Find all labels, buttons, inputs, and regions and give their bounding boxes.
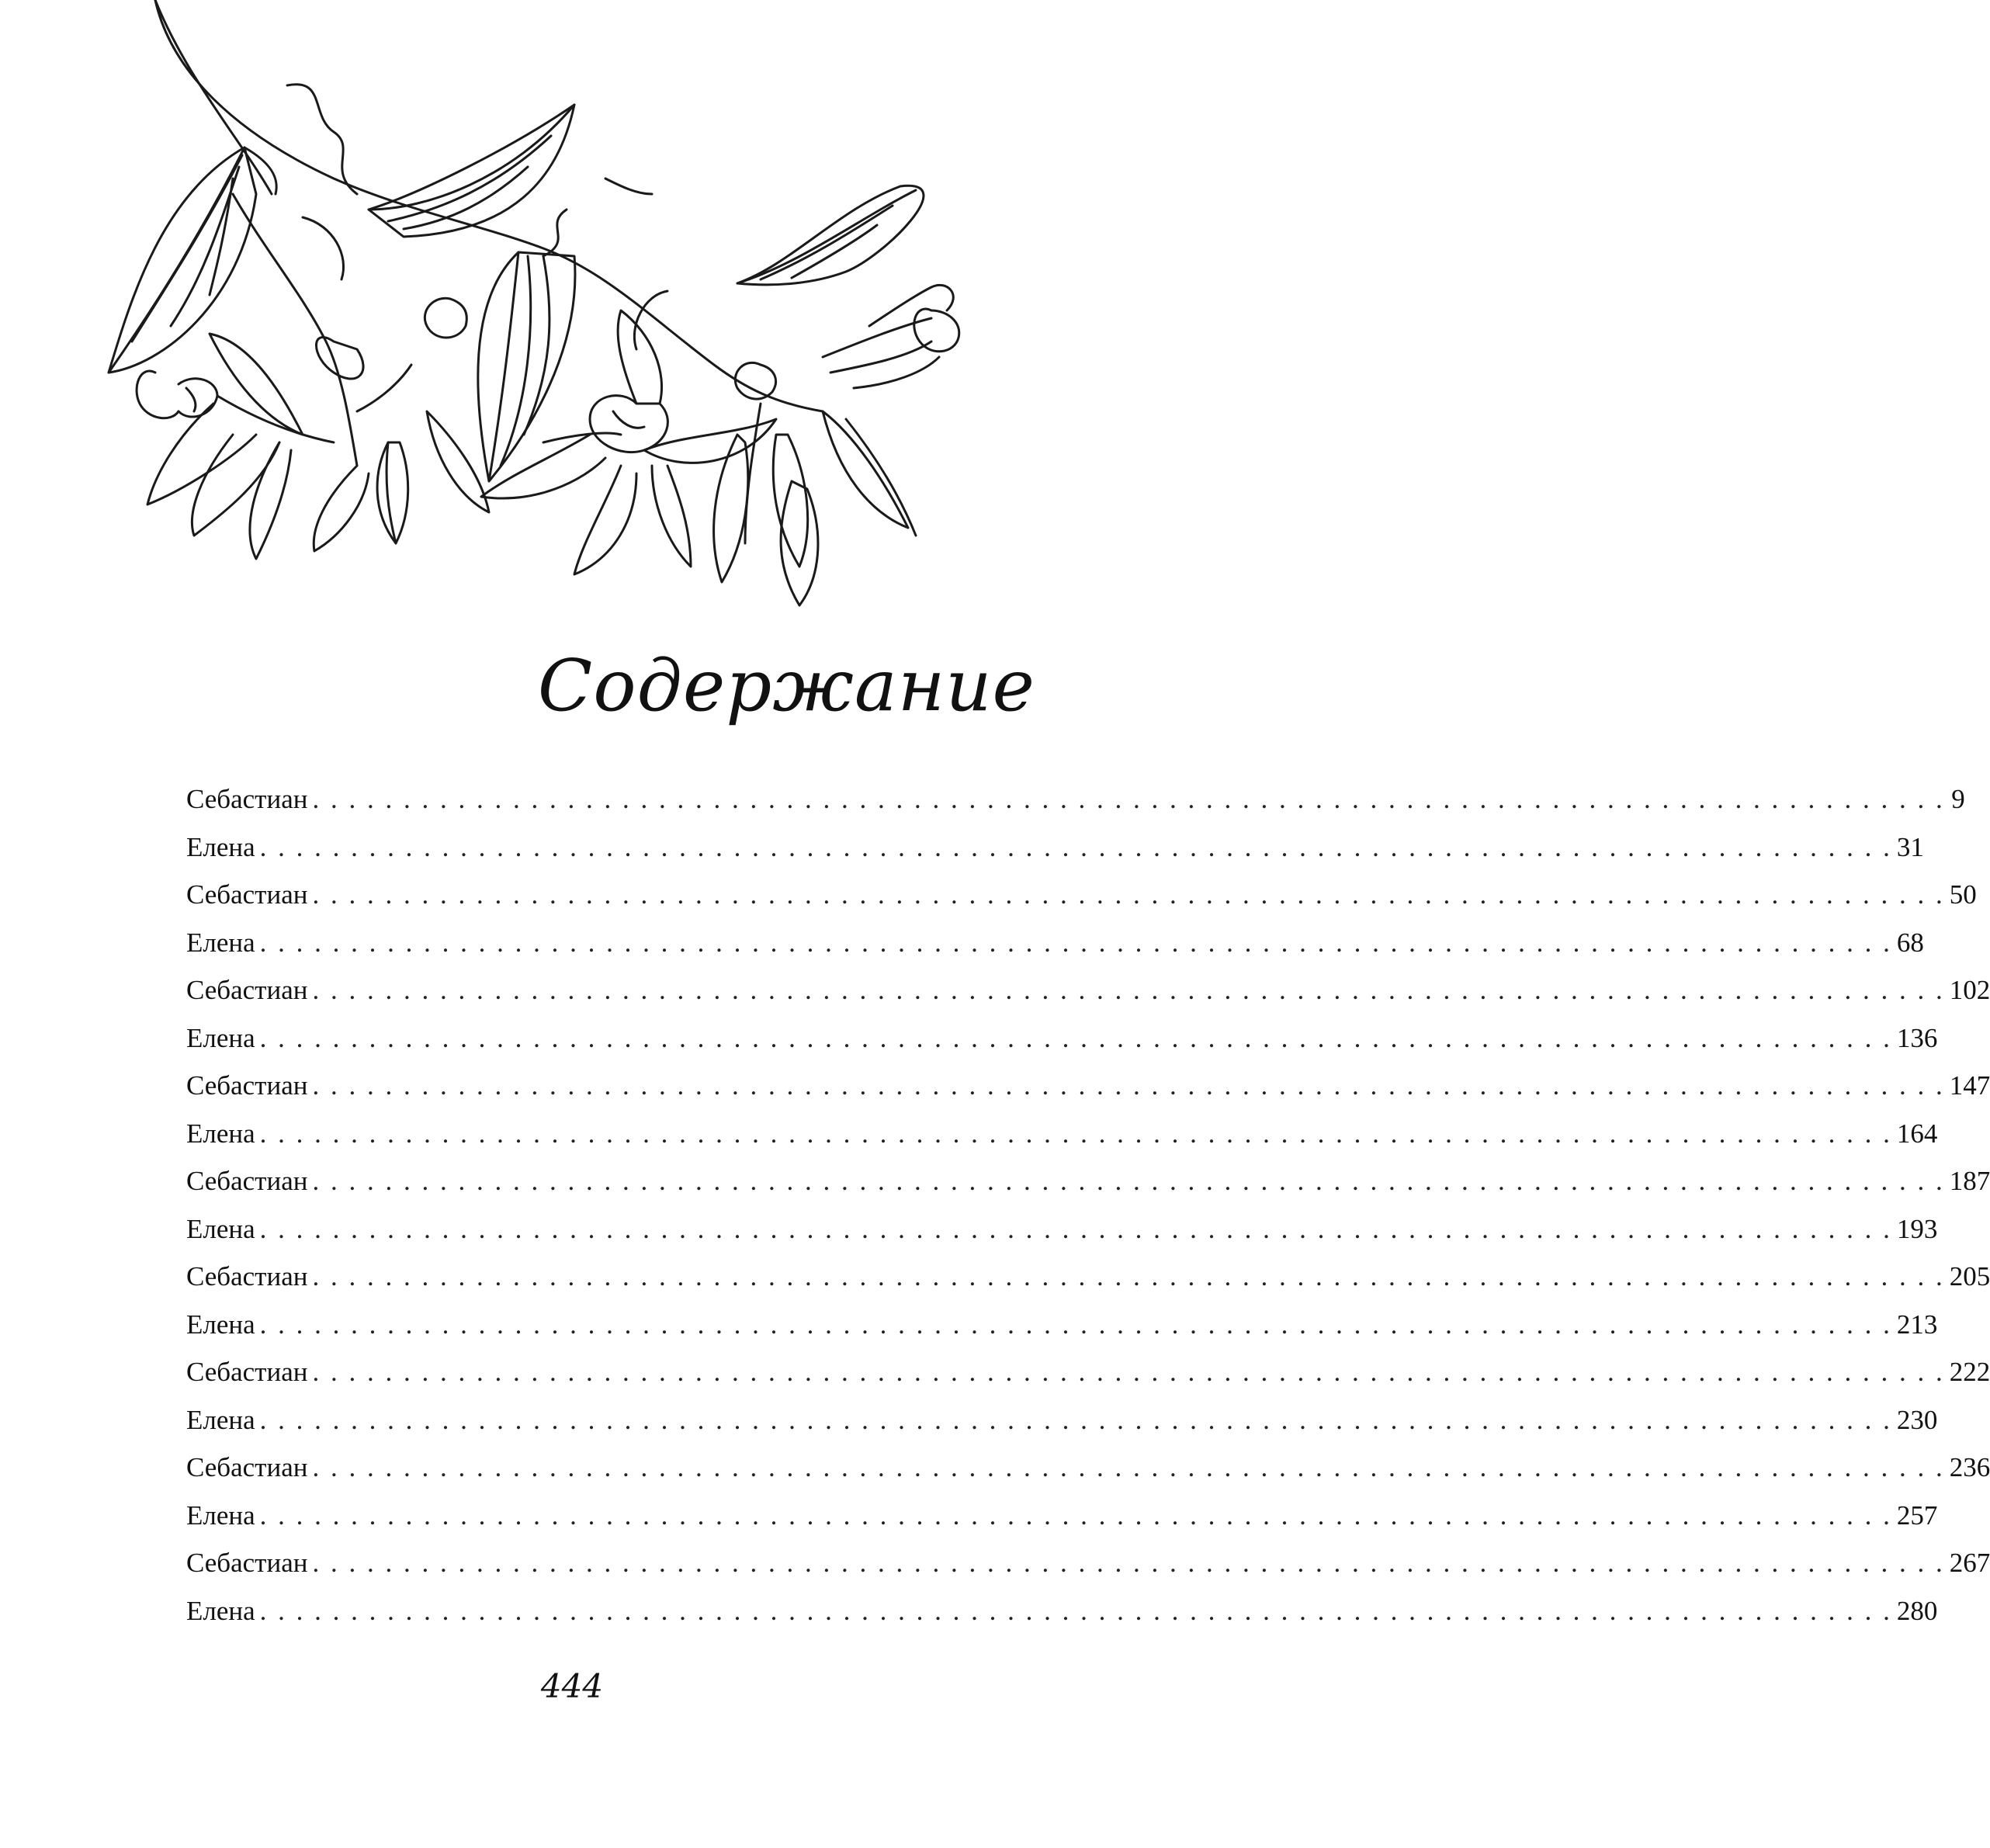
toc-entry bbox=[186, 1404, 1938, 1453]
dot-leader: . . . . . . . . . . . . . . . . . . . . . . . . . . . . . . . . . . . . . . . . . . . . . . . . . . . . . . . . . . . . . . . . . . . . . . . . . . . . . . . . . . . . . . . . . . bbox=[312, 1166, 1945, 1196]
dot-leader: . . . . . . . . . . . . . . . . . . . . . . . . . . . . . . . . . . . . . . . . . . . . . . . . . . . . . . . . . . . . . . . . . . . . . . . . . . . . . . . . . . . . . . . . . . bbox=[312, 975, 1945, 1005]
toc-entry-label: Себастиан bbox=[186, 1166, 308, 1196]
toc-entry-label: Елена bbox=[186, 1309, 255, 1340]
dot-leader: . . . . . . . . . . . . . . . . . . . . . . . . . . . . . . . . . . . . . . . . . . . . . . . . . . . . . . . . . . . . . . . . . . . . . . . . . . . . . . . . . . . . . . . . . . bbox=[259, 1309, 1892, 1340]
toc-entry bbox=[186, 1022, 1938, 1071]
dot-leader: . . . . . . . . . . . . . . . . . . . . . . . . . . . . . . . . . . . . . . . . . . . . . . . . . . . . . . . . . . . . . . . . . . . . . . . . . . . . . . . . . . . . . . . . . . bbox=[312, 1070, 1945, 1101]
toc-entry-label: Елена bbox=[186, 1500, 255, 1531]
toc-entry bbox=[186, 1261, 1990, 1309]
toc-entry-page: 9 bbox=[1951, 784, 1965, 814]
toc-entry bbox=[186, 1357, 1990, 1405]
toc-entry bbox=[186, 1070, 1990, 1118]
orchid-branch-illustration-icon bbox=[78, 0, 1009, 652]
toc-entry-page: 257 bbox=[1896, 1500, 1938, 1531]
toc-entry bbox=[186, 1500, 1938, 1548]
table-of-contents bbox=[186, 784, 1990, 1643]
dot-leader: . . . . . . . . . . . . . . . . . . . . . . . . . . . . . . . . . . . . . . . . . . . . . . . . . . . . . . . . . . . . . . . . . . . . . . . . . . . . . . . . . . . . . . . . . . bbox=[312, 1357, 1945, 1387]
page-number: 444 bbox=[540, 1667, 604, 1705]
dot-leader: . . . . . . . . . . . . . . . . . . . . . . . . . . . . . . . . . . . . . . . . . . . . . . . . . . . . . . . . . . . . . . . . . . . . . . . . . . . . . . . . . . . . . . . . . . bbox=[259, 1022, 1892, 1053]
toc-entry-page: 236 bbox=[1949, 1452, 1990, 1482]
toc-entry-label: Елена bbox=[186, 1022, 255, 1053]
toc-entry bbox=[186, 1166, 1990, 1214]
dot-leader: . . . . . . . . . . . . . . . . . . . . . . . . . . . . . . . . . . . . . . . . . . . . . . . . . . . . . . . . . . . . . . . . . . . . . . . . . . . . . . . . . . . . . . . . . . bbox=[259, 1404, 1892, 1435]
toc-entry-label: Елена bbox=[186, 831, 255, 862]
toc-entry-label: Себастиан bbox=[186, 1452, 308, 1482]
dot-leader: . . . . . . . . . . . . . . . . . . . . . . . . . . . . . . . . . . . . . . . . . . . . . . . . . . . . . . . . . . . . . . . . . . . . . . . . . . . . . . . . . . . . . . . . . . bbox=[259, 1595, 1892, 1626]
dot-leader: . . . . . . . . . . . . . . . . . . . . . . . . . . . . . . . . . . . . . . . . . . . . . . . . . . . . . . . . . . . . . . . . . . . . . . . . . . . . . . . . . . . . . . . . . . bbox=[312, 784, 1945, 814]
toc-entry-page: 31 bbox=[1896, 831, 1924, 862]
dot-leader: . . . . . . . . . . . . . . . . . . . . . . . . . . . . . . . . . . . . . . . . . . . . . . . . . . . . . . . . . . . . . . . . . . . . . . . . . . . . . . . . . . . . . . . . . . bbox=[312, 1261, 1945, 1292]
toc-entry bbox=[186, 1595, 1938, 1644]
toc-entry-page: 280 bbox=[1896, 1595, 1938, 1626]
toc-entry-page: 136 bbox=[1896, 1022, 1938, 1053]
dot-leader: . . . . . . . . . . . . . . . . . . . . . . . . . . . . . . . . . . . . . . . . . . . . . . . . . . . . . . . . . . . . . . . . . . . . . . . . . . . . . . . . . . . . . . . . . . bbox=[312, 1548, 1945, 1578]
dot-leader: . . . . . . . . . . . . . . . . . . . . . . . . . . . . . . . . . . . . . . . . . . . . . . . . . . . . . . . . . . . . . . . . . . . . . . . . . . . . . . . . . . . . . . . . . . bbox=[259, 1213, 1892, 1244]
toc-entry-label: Елена bbox=[186, 1595, 255, 1626]
toc-entry-page: 193 bbox=[1896, 1213, 1938, 1244]
toc-entry-label: Себастиан bbox=[186, 1070, 308, 1101]
toc-entry-page: 222 bbox=[1949, 1357, 1990, 1387]
toc-entry-label: Себастиан bbox=[186, 1357, 308, 1387]
toc-heading: Содержание bbox=[537, 644, 1035, 727]
dot-leader: . . . . . . . . . . . . . . . . . . . . . . . . . . . . . . . . . . . . . . . . . . . . . . . . . . . . . . . . . . . . . . . . . . . . . . . . . . . . . . . . . . . . . . . . . . bbox=[312, 879, 1945, 910]
toc-entry-page: 267 bbox=[1949, 1548, 1990, 1578]
toc-entry bbox=[186, 1309, 1938, 1357]
toc-entry-page: 187 bbox=[1949, 1166, 1990, 1196]
toc-entry-label: Елена bbox=[186, 1213, 255, 1244]
toc-entry bbox=[186, 784, 1965, 832]
toc-entry bbox=[186, 879, 1977, 927]
toc-entry-label: Себастиан bbox=[186, 784, 308, 814]
toc-entry-label: Себастиан bbox=[186, 1261, 308, 1292]
toc-entry bbox=[186, 831, 1924, 880]
toc-entry bbox=[186, 1118, 1938, 1167]
toc-entry-label: Себастиан bbox=[186, 1548, 308, 1578]
toc-entry-page: 205 bbox=[1949, 1261, 1990, 1292]
toc-entry-label: Себастиан bbox=[186, 879, 308, 910]
toc-entry bbox=[186, 1548, 1990, 1596]
dot-leader: . . . . . . . . . . . . . . . . . . . . . . . . . . . . . . . . . . . . . . . . . . . . . . . . . . . . . . . . . . . . . . . . . . . . . . . . . . . . . . . . . . . . . . . . . . bbox=[312, 1452, 1945, 1482]
toc-entry-label: Елена bbox=[186, 927, 255, 958]
toc-entry-label: Елена bbox=[186, 1118, 255, 1149]
toc-entry-page: 102 bbox=[1949, 975, 1990, 1005]
dot-leader: . . . . . . . . . . . . . . . . . . . . . . . . . . . . . . . . . . . . . . . . . . . . . . . . . . . . . . . . . . . . . . . . . . . . . . . . . . . . . . . . . . . . . . . . . . bbox=[259, 1118, 1892, 1149]
toc-entry bbox=[186, 927, 1924, 976]
toc-entry bbox=[186, 975, 1990, 1023]
toc-entry bbox=[186, 1213, 1938, 1262]
toc-entry-page: 147 bbox=[1949, 1070, 1990, 1101]
dot-leader: . . . . . . . . . . . . . . . . . . . . . . . . . . . . . . . . . . . . . . . . . . . . . . . . . . . . . . . . . . . . . . . . . . . . . . . . . . . . . . . . . . . . . . . . . . bbox=[259, 927, 1892, 958]
toc-entry-page: 68 bbox=[1896, 927, 1924, 958]
toc-entry-page: 164 bbox=[1896, 1118, 1938, 1149]
toc-entry-page: 213 bbox=[1896, 1309, 1938, 1340]
toc-entry-label: Себастиан bbox=[186, 975, 308, 1005]
toc-entry-page: 50 bbox=[1949, 879, 1977, 910]
toc-entry-page: 230 bbox=[1896, 1404, 1938, 1435]
dot-leader: . . . . . . . . . . . . . . . . . . . . . . . . . . . . . . . . . . . . . . . . . . . . . . . . . . . . . . . . . . . . . . . . . . . . . . . . . . . . . . . . . . . . . . . . . . bbox=[259, 831, 1892, 862]
dot-leader: . . . . . . . . . . . . . . . . . . . . . . . . . . . . . . . . . . . . . . . . . . . . . . . . . . . . . . . . . . . . . . . . . . . . . . . . . . . . . . . . . . . . . . . . . . bbox=[259, 1500, 1892, 1531]
toc-entry bbox=[186, 1452, 1990, 1500]
toc-entry-label: Елена bbox=[186, 1404, 255, 1435]
